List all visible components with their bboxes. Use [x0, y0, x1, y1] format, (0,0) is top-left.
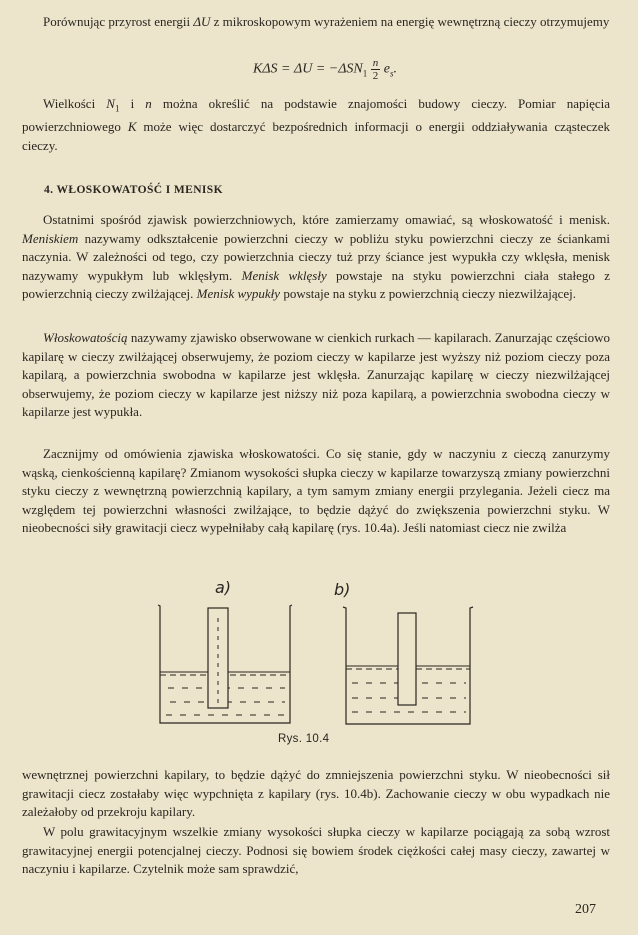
equation-subscript: 1	[362, 68, 368, 79]
term-menisk-wklesly: Menisk wklęsły	[241, 267, 327, 283]
symbol-n1: N	[106, 96, 115, 111]
text: Ostatnimi spośród zjawisk powierzchniowych, które zamierzamy omawiać, są włoskowatość i menisk.	[43, 212, 610, 227]
equation-period: .	[393, 61, 397, 77]
capillary-b	[398, 613, 416, 705]
capillary-a	[208, 608, 228, 708]
figure-capillary-diagram	[140, 578, 500, 753]
equation-energy-subscript: s	[389, 68, 394, 79]
text: można określić na podstawie znajomości budowy cieczy. Pomiar napięcia powierzchniowego	[22, 96, 610, 135]
symbol-n: n	[145, 96, 152, 111]
text: powstaje na styku z powierzchnią cieczy niezwilżającej.	[280, 286, 577, 302]
figure-label-a: a)	[215, 578, 232, 597]
text: może więc dostarczyć bezpośrednich informacji o energii oddziaływania cząsteczek cieczy.	[22, 119, 610, 153]
intro-text-end: z mikroskopowym wyrażeniem na energię wewnętrzną cieczy otrzymujemy	[210, 14, 610, 29]
paragraph-capillary-gravity: Zacznijmy od omówienia zjawiska włoskowatości. Co się stanie, gdy w naczyniu z cieczą zanurzymy wąską, cienkościenną kapilarę? Zmianom wysokości słupka cieczy w kapilarze towarzyszą zmiany powierzchni styku cieczy z wewnętrzną powierzchnią kapilary, a tym samym zmiany energii przylegania. Jeżeli ciecz ma względem tej powierzchni własności zwilżające, to będzie dążyć do zwiększenia powierzchni styku. W nieobecności siły grawitacji ciecz wypełniłaby całą kapilarę (rys. 10.4a). Jeśli natomiast ciecz nie zwilża	[22, 446, 610, 536]
symbol-delta-u: ΔU	[193, 14, 211, 29]
term-wloskowatoscia: Włoskowatością	[43, 330, 128, 345]
text: nazywamy zjawisko obserwowane w cienkich rurkach — kapilarach. Zanurzając częściowo kapilarę w cieczy zwilżającej obserwujemy, że poziom cieczy w kapilarze jest wyższy niż poziom cieczy poza kapilarą, a powierzchnia swobodna w kapilarze jest wklęsła. Zanurzając kapilarę w cieczy niezwilżającej obserwujemy, że poziom cieczy w kapilarze jest niższy niż poza kapilarą, a powierzchnia swobodna cieczy w kapilarze jest wypukła.	[22, 330, 610, 420]
paragraph-quantities	[22, 95, 610, 155]
intro-paragraph	[22, 13, 610, 32]
term-menisk-wypukly: Menisk wypukły	[196, 286, 281, 302]
symbol-n1-subscript: 1	[114, 103, 120, 114]
fraction-denominator: 2	[372, 70, 379, 82]
paragraph-capillarity	[22, 329, 610, 422]
fraction-numerator: n	[372, 57, 379, 69]
intro-text: Porównując przyrost energii	[43, 14, 194, 29]
text: nazywamy odkształcenie powierzchni cieczy w pobliżu styku powierzchni cieczy ze ściankami naczynia. W zależności od tego, czy powierzchnia cieczy tuż przy ściance jest wypukła czy wklęsła, menisk nazywamy wypukłym lub wklęsłym.	[22, 230, 610, 283]
text: i	[119, 96, 146, 111]
equation-energy: e	[383, 61, 390, 77]
page-number: 207	[575, 902, 596, 917]
equation-fraction	[371, 57, 381, 82]
equation	[205, 57, 445, 82]
equation-left: KΔS = ΔU = −ΔSN	[252, 61, 363, 77]
text: powstaje na styku powierzchni ciała stałego z powierzchnią cieczy zwilżającej.	[22, 267, 610, 302]
paragraph-gravity-field: W polu grawitacyjnym wszelkie zmiany wysokości słupka cieczy w kapilarze pociągają za sobą wzrost grawitacyjnej energii potencjalnej cieczy. Podnosi się bowiem środek ciężkości całej masy cieczy, zawartej w naczyniu i kapilarze. Czytelnik może sam sprawdzić,	[22, 824, 610, 877]
figure-caption: Rys. 10.4	[278, 733, 330, 745]
paragraph-meniscus	[22, 211, 610, 304]
text: Wielkości	[43, 96, 107, 111]
term-meniskiem: Meniskiem	[22, 230, 79, 246]
figure-label-b: b)	[334, 580, 351, 599]
section-heading: 4. WŁOSKOWATOŚĆ I MENISK	[44, 184, 223, 196]
symbol-k: K	[127, 119, 137, 135]
paragraph-continuation: wewnętrznej powierzchni kapilary, to będzie dążyć do zmniejszenia powierzchni styku. W nieobecności sił grawitacji ciecz zostałaby więc wypchnięta z kapilary (rys. 10.4b). Zachowanie cieczy w obu wypadkach nie zależałoby od przekroju kapilary.	[22, 767, 610, 820]
